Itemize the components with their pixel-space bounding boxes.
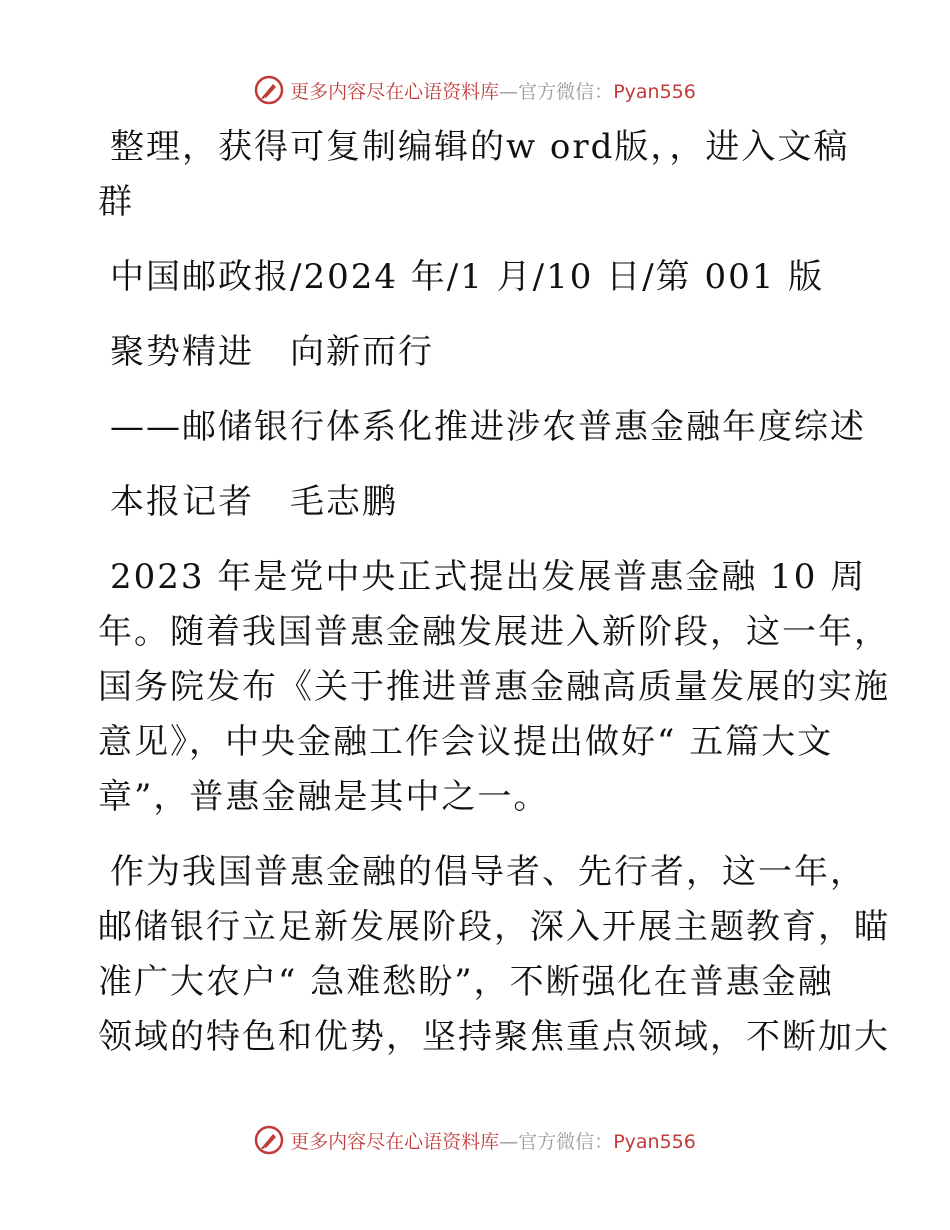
document-body (98, 120, 890, 1065)
article-title: 聚势精进 向新而行 (110, 332, 434, 372)
paragraph-line: 准广大农户“ 急难愁盼”，不断强化在普惠金融 (98, 962, 834, 1002)
footer-watermark (0, 1122, 950, 1158)
intro-line-continued: 群 (98, 182, 134, 222)
paragraph-1 (98, 550, 890, 825)
watermark-separator: — (499, 80, 519, 103)
source-line: 中国邮政报/2024 年/1 月/10 日/第 001 版 (110, 257, 825, 297)
intro-line: 整理，获得可复制编辑的w ord版，，进入文稿 (110, 127, 850, 167)
watermark-text (290, 1127, 696, 1154)
watermark-wechat-id: Pyan556 (613, 80, 696, 103)
paragraph-2 (98, 845, 890, 1065)
watermark-text (290, 77, 696, 104)
paragraph-line: 2023 年是党中央正式提出发展普惠金融 10 周 (110, 557, 867, 597)
pen-nib-logo-icon (254, 1125, 284, 1155)
header-watermark (0, 72, 950, 108)
paragraph-line: 国务院发布《关于推进普惠金融高质量发展的实施 (98, 667, 890, 707)
watermark-site-text: 更多内容尽在心语资料库 (290, 80, 500, 103)
paragraph-line: 意见》，中央金融工作会议提出做好“ 五篇大文 (98, 722, 834, 762)
watermark-wechat-id: Pyan556 (613, 1130, 696, 1153)
watermark-wechat-label: 官方微信： (518, 80, 614, 103)
watermark-separator: — (499, 1130, 519, 1153)
watermark-site-text: 更多内容尽在心语资料库 (290, 1130, 500, 1153)
article-subtitle: ——邮储银行体系化推进涉农普惠金融年度综述 (110, 407, 866, 447)
byline: 本报记者 毛志鹏 (110, 482, 398, 522)
paragraph-line: 领域的特色和优势，坚持聚焦重点领域，不断加大 (98, 1017, 890, 1057)
pen-nib-logo-icon (254, 75, 284, 105)
paragraph-line: 作为我国普惠金融的倡导者、先行者，这一年， (110, 852, 866, 892)
paragraph-line: 邮储银行立足新发展阶段，深入开展主题教育，瞄 (98, 907, 890, 947)
paragraph-line: 年。随着我国普惠金融发展进入新阶段，这一年， (98, 612, 890, 652)
watermark-wechat-label: 官方微信： (518, 1130, 614, 1153)
paragraph-line: 章”，普惠金融是其中之一。 (98, 777, 550, 817)
